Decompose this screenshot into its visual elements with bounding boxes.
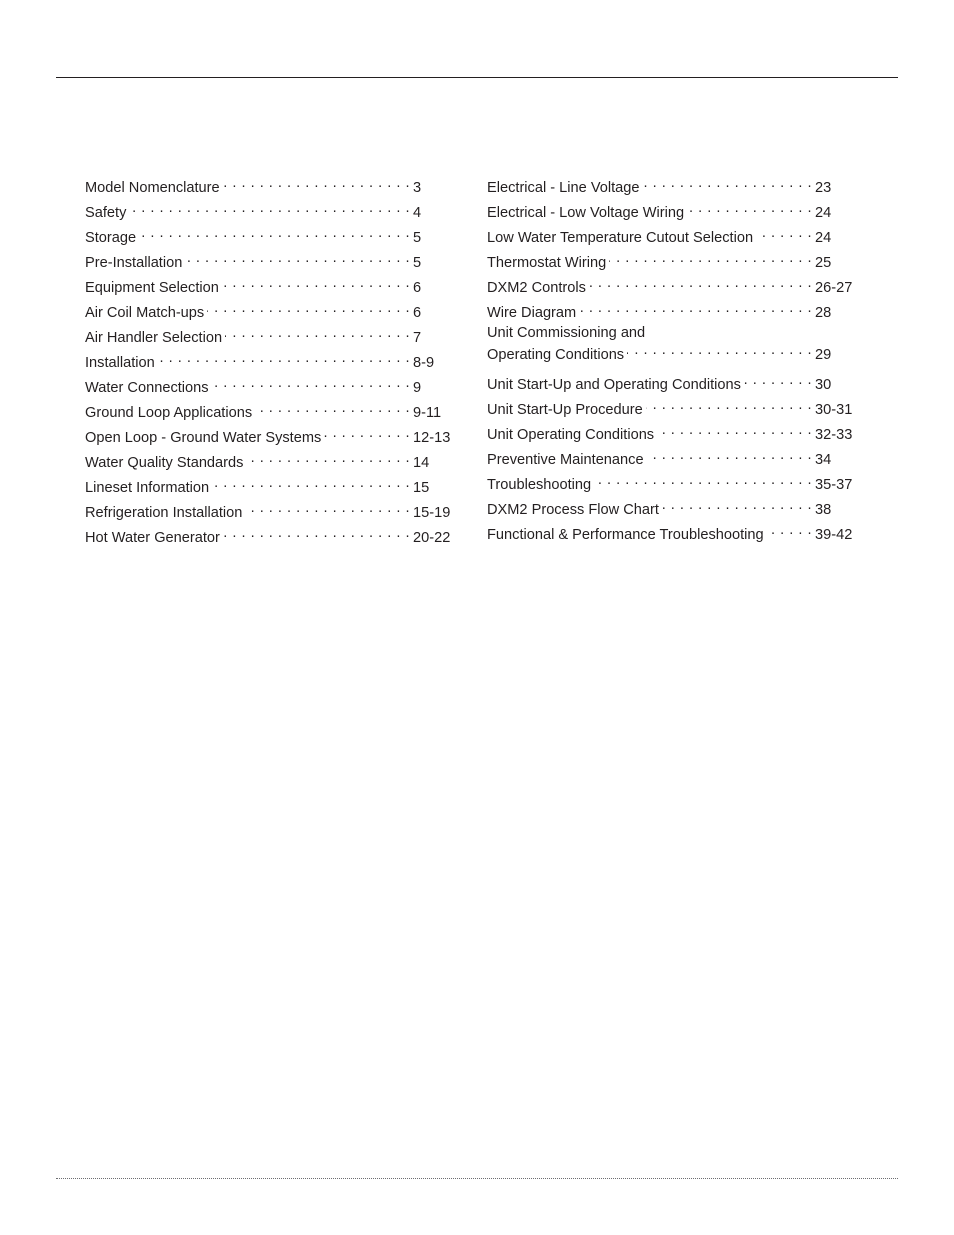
footer-dotted-rule — [56, 1178, 898, 1179]
toc-entry[interactable] — [487, 497, 857, 518]
toc-dot-leader — [139, 225, 410, 242]
toc-entry[interactable] — [487, 522, 857, 543]
toc-entry[interactable] — [487, 300, 857, 321]
toc-entry-page: 6 — [413, 280, 422, 296]
toc-entry[interactable] — [487, 275, 857, 296]
toc-entry[interactable] — [487, 200, 857, 221]
toc-dot-leader — [744, 372, 812, 389]
toc-dot-leader — [185, 250, 410, 267]
toc-dot-leader — [589, 275, 812, 292]
toc-entry-page: 39-42 — [815, 527, 853, 543]
toc-entry-title: DXM2 Controls — [487, 280, 586, 296]
toc-entry-page: 9 — [413, 380, 422, 396]
toc-entry[interactable] — [85, 350, 455, 371]
toc-dot-leader — [662, 497, 812, 514]
toc-entry-title: Hot Water Generator — [85, 530, 220, 546]
toc-dot-leader — [223, 175, 410, 192]
toc-entry-page: 25 — [815, 255, 832, 271]
toc-entry-page: 3 — [413, 180, 422, 196]
toc-entry-page: 5 — [413, 255, 422, 271]
toc-entry[interactable] — [487, 250, 857, 271]
toc-entry-page: 30 — [815, 377, 832, 393]
toc-dot-leader — [646, 397, 812, 414]
toc-column-left — [85, 175, 455, 550]
toc-entry-title: Preventive Maintenance — [487, 452, 644, 468]
toc-entry[interactable] — [85, 200, 455, 221]
toc-dot-leader — [225, 325, 410, 342]
toc-entry-title: Refrigeration Installation — [85, 505, 243, 521]
toc-entry-page: 5 — [413, 230, 422, 246]
toc-entry-title: Low Water Temperature Cutout Selection — [487, 230, 754, 246]
toc-dot-leader — [687, 200, 812, 217]
toc-dot-leader — [223, 525, 410, 542]
toc-entry-page: 14 — [413, 455, 430, 471]
toc-entry-title-line1: Unit Commissioning and — [487, 325, 646, 341]
toc-entry-title: Equipment Selection — [85, 280, 219, 296]
toc-dot-leader — [756, 225, 812, 242]
toc-entry-title: Troubleshooting — [487, 477, 592, 493]
toc-entry[interactable] — [487, 175, 857, 196]
toc-entry[interactable] — [487, 325, 857, 364]
toc-entry[interactable] — [85, 375, 455, 396]
toc-entry[interactable] — [487, 447, 857, 468]
toc-entry-page: 15-19 — [413, 505, 451, 521]
toc-entry-title: Open Loop - Ground Water Systems — [85, 430, 322, 446]
toc-entry[interactable] — [85, 325, 455, 346]
toc-entry-page: 29 — [815, 347, 832, 363]
toc-entry-title: Lineset Information — [85, 480, 210, 496]
toc-dot-leader — [324, 425, 410, 442]
toc-entry-page: 28 — [815, 305, 832, 321]
toc-entry-page: 15 — [413, 480, 430, 496]
toc-dot-leader — [627, 342, 812, 359]
toc-entry-title: Water Quality Standards — [85, 455, 244, 471]
toc-entry[interactable] — [85, 275, 455, 296]
toc-entry-title: Wire Diagram — [487, 305, 577, 321]
toc-dot-leader — [158, 350, 410, 367]
toc-entry-title: Installation — [85, 355, 155, 371]
toc-entry-page: 24 — [815, 230, 832, 246]
toc-dot-leader — [643, 175, 812, 192]
toc-dot-leader — [594, 472, 812, 489]
toc-entry[interactable] — [85, 475, 455, 496]
toc-entry[interactable] — [487, 397, 857, 418]
toc-dot-leader — [255, 400, 410, 417]
toc-entry[interactable] — [487, 372, 857, 393]
toc-entry-page: 9-11 — [413, 405, 442, 421]
toc-entry-title: Pre-Installation — [85, 255, 183, 271]
toc-entry-page: 8-9 — [413, 355, 435, 371]
toc-entry-title: DXM2 Process Flow Chart — [487, 502, 659, 518]
toc-entry-title: Unit Start-Up Procedure — [487, 402, 643, 418]
toc-entry-page: 6 — [413, 305, 422, 321]
toc-entry-page: 32-33 — [815, 427, 853, 443]
toc-entry-page: 26-27 — [815, 280, 853, 296]
toc-dot-leader — [579, 300, 812, 317]
toc-entry[interactable] — [85, 175, 455, 196]
toc-entry-title: Storage — [85, 230, 137, 246]
toc-dot-leader — [207, 300, 410, 317]
toc-entry[interactable] — [85, 250, 455, 271]
toc-dot-leader — [767, 522, 812, 539]
toc-entry-page: 20-22 — [413, 530, 451, 546]
toc-entry[interactable] — [487, 422, 857, 443]
toc-entry-title: Air Handler Selection — [85, 330, 223, 346]
toc-entry-page: 34 — [815, 452, 832, 468]
toc-entry[interactable] — [85, 225, 455, 246]
toc-dot-leader — [609, 250, 812, 267]
toc-dot-leader — [222, 275, 410, 292]
toc-entry-title: Thermostat Wiring — [487, 255, 607, 271]
toc-entry-title: Safety — [85, 205, 127, 221]
toc-entry[interactable] — [487, 225, 857, 246]
toc-entry-page: 12-13 — [413, 430, 451, 446]
toc-entry-title: Functional & Performance Troubleshooting — [487, 527, 764, 543]
toc-entry-title: Electrical - Line Voltage — [487, 180, 640, 196]
toc-entry-title: Water Connections — [85, 380, 209, 396]
toc-dot-leader — [245, 500, 410, 517]
toc-entry[interactable] — [85, 525, 455, 546]
toc-dot-leader — [212, 375, 410, 392]
header-rule — [56, 77, 898, 78]
toc-entry-page: 35-37 — [815, 477, 853, 493]
toc-entry[interactable] — [85, 300, 455, 321]
toc-dot-leader — [212, 475, 410, 492]
toc-entry-title: Unit Operating Conditions — [487, 427, 655, 443]
toc-entry[interactable] — [85, 450, 455, 471]
toc-entry-page: 24 — [815, 205, 832, 221]
toc-entry-page: 23 — [815, 180, 832, 196]
toc-entry-page: 30-31 — [815, 402, 853, 418]
toc-entry[interactable] — [487, 472, 857, 493]
toc-entry-title: Unit Start-Up and Operating Conditions — [487, 377, 741, 393]
toc-entry[interactable] — [85, 500, 455, 521]
toc-entry-title: Ground Loop Applications — [85, 405, 253, 421]
toc-entry-title: Electrical - Low Voltage Wiring — [487, 205, 685, 221]
toc-entry-page: 38 — [815, 502, 832, 518]
toc-entry[interactable] — [85, 425, 455, 446]
toc-dot-leader — [246, 450, 410, 467]
toc-entry[interactable] — [85, 400, 455, 421]
toc-dot-leader — [129, 200, 410, 217]
toc-entry-page: 7 — [413, 330, 422, 346]
toc-column-right — [487, 175, 857, 547]
toc-entry-title: Operating Conditions — [487, 347, 625, 363]
toc-entry-title: Air Coil Match-ups — [85, 305, 205, 321]
toc-entry-title: Model Nomenclature — [85, 180, 220, 196]
toc-dot-leader — [647, 447, 812, 464]
toc-dot-leader — [657, 422, 812, 439]
toc-entry-page: 4 — [413, 205, 422, 221]
